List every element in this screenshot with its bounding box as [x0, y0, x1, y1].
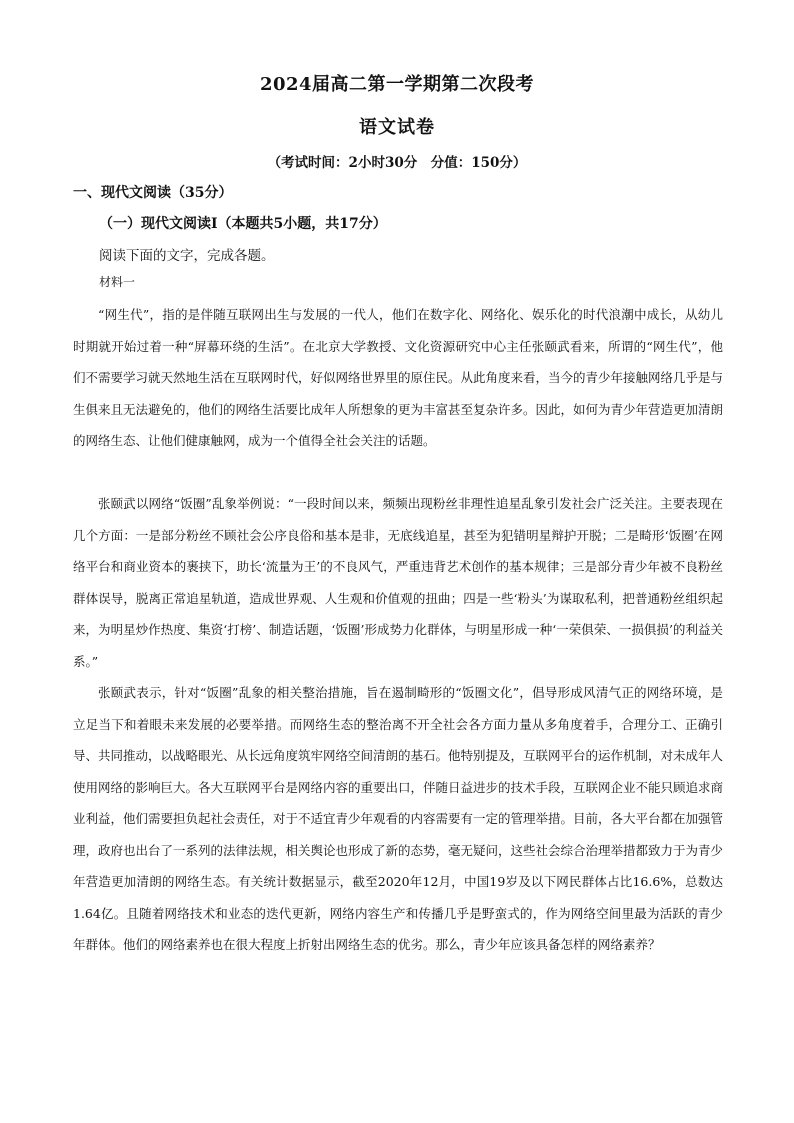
subsection-heading: （一）现代文阅读Ⅰ（本题共5小题，共17分） [99, 216, 387, 232]
exam-title: 2024届高二第一学期第二次段考 [259, 74, 535, 95]
material-label: 材料一 [99, 275, 136, 289]
paragraph-1: “网生代”，指的是伴随互联网出生与发展的一代人，他们在数字化、网络化、娱乐化的时代浪潮中成长，从幼儿时期就开始过着一种“屏幕环绕的生活”。在北京大学教授、文化资源研究中心主任张颐武看来，所谓的“网生代”，他们不需要学习就天然地生活在互联网时代，好似网络世界里的原住民。从此角度来看，当今的青少年接触网络几乎是与生俱来且无法避免的，他们的网络生活要比成年人所想象的更为丰富甚至复杂许多。因此，如何为青少年营造更加清朗的网络生态、让他们健康触网，成为一个值得全社会关注的话题。 [73, 307, 724, 448]
exam-subtitle: 语文试卷 [359, 117, 435, 138]
paragraph-3: 张颐武表示，针对“饭圈”乱象的相关整治措施，旨在遏制畸形的“饭圈文化”，倡导形成风清气正的网络环境，是立足当下和着眼未来发展的必要举措。而网络生态的整治离不开全社会各方面力量从多角度着手，合理分工、正确引导、共同推动，以战略眼光、从长远角度筑牢网络空间清朗的基石。他特别提及，互联网平台的运作机制，对未成年人使用网络的影响巨大。各大互联网平台是网络内容的重要出口，伴随日益进步的技术手段，互联网企业不能只顾追求商业利益，他们需要担负起社会责任，对于不适宜青少年观看的内容需要有一定的管理举措。目前，各大平台都在加强管理，政府也出台了一系列的法律法规，相关舆论也形成了新的态势，毫无疑问，这些社会综合治理举措都致力于为青少年营造更加清朗的网络生态。有关统计数据显示，截至2020年12月，中国19岁及以下网民群体占比16.6%，总数达1.64亿。且随着网络技术和业态的迭代更新，网络内容生产和传播几乎是野蛮式的，作为网络空间里最为活跃的青少年群体。他们的网络素养也在很大程度上折射出网络生态的优劣。那么，青少年应该具备怎样的网络素养？ [73, 685, 724, 952]
exam-info: （考试时间：2小时30分 分值：150分） [267, 155, 527, 171]
reading-instruction: 阅读下面的文字，完成各题。 [99, 248, 275, 264]
paragraph-2: 张颐武以网络“饭圈”乱象举例说：“一段时间以来，频频出现粉丝非理性追星乱象引发社会广泛关注。主要表现在几个方面：一是部分粉丝不顾社会公序良俗和基本是非，无底线追星，甚至为犯错明星辩护开脱；二是畸形‘饭圈’在网络平台和商业资本的裹挟下，助长‘流量为王’的不良风气，严重违背艺术创作的基本规律；三是部分青少年被不良粉丝群体误导，脱离正常追星轨道，造成世界观、人生观和价值观的扭曲；四是一些‘粉头’为谋取私利，把普通粉丝组织起来，为明星炒作热度、集资‘打榜’、制造话题，‘饭圈’形成势力化群体，与明星形成一种‘一荣俱荣、一损俱损’的利益关系。” [73, 496, 723, 669]
section-heading: 一、现代文阅读（35分） [73, 185, 233, 201]
